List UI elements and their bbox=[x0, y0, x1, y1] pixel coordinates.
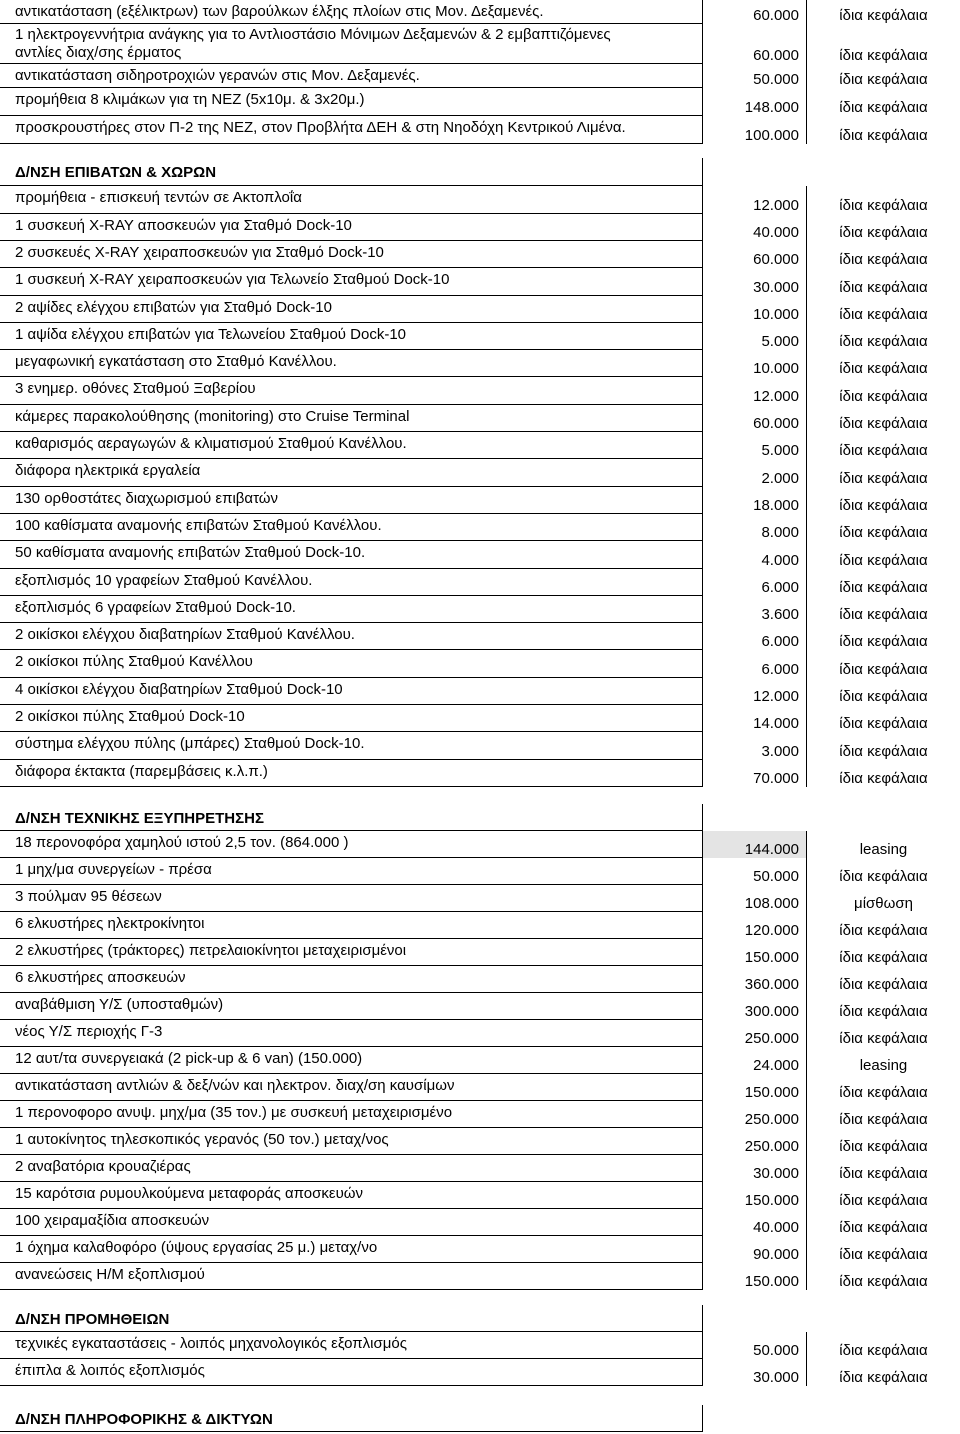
item-amount: 12.000 bbox=[703, 678, 807, 705]
item-description: 1 όχημα καλαθοφόρο (ύψους εργασίας 25 μ.) μεταχ/νο bbox=[0, 1236, 703, 1263]
table-row bbox=[0, 268, 960, 296]
table-row bbox=[0, 760, 960, 787]
item-amount: 2.000 bbox=[703, 459, 807, 487]
item-amount: 60.000 bbox=[703, 24, 807, 64]
item-description: 4 οικίσκοι ελέγχου διαβατηρίων Σταθμού Dock-10 bbox=[0, 678, 703, 705]
item-funding-type: ίδια κεφάλαια bbox=[839, 1342, 928, 1359]
item-funding-type: ίδια κεφάλαια bbox=[839, 633, 928, 650]
item-amount: 150.000 bbox=[703, 1182, 807, 1209]
item-description: 6 ελκυστήρες αποσκευών bbox=[0, 966, 703, 993]
item-amount: 30.000 bbox=[703, 1155, 807, 1182]
table-row bbox=[0, 1155, 960, 1182]
item-amount: 5.000 bbox=[703, 323, 807, 350]
table-row bbox=[0, 678, 960, 705]
section-header-row bbox=[0, 1305, 960, 1332]
item-description: κάμερες παρακολούθησης (monitoring) στο Cruise Terminal bbox=[0, 405, 703, 432]
section-header: Δ/ΝΣΗ ΠΡΟΜΗΘΕΙΩΝ bbox=[0, 1305, 703, 1332]
table-row bbox=[0, 596, 960, 623]
item-amount: 3.000 bbox=[703, 732, 807, 760]
item-description: 1 αψίδα ελέγχου επιβατών για Τελωνείου Σταθμού Dock-10 bbox=[0, 323, 703, 350]
item-description: 18 περονοφόρα χαμηλού ιστού 2,5 τον. (864.000 ) bbox=[0, 831, 703, 858]
item-funding-type: ίδια κεφάλαια bbox=[839, 579, 928, 596]
item-funding-type: ίδια κεφάλαια bbox=[839, 1192, 928, 1209]
table-row bbox=[0, 1074, 960, 1101]
table-row bbox=[0, 377, 960, 405]
item-funding-type: ίδια κεφάλαια bbox=[839, 388, 928, 405]
table-row bbox=[0, 885, 960, 912]
table-row bbox=[0, 514, 960, 541]
table-row bbox=[0, 432, 960, 459]
table-row bbox=[0, 116, 960, 144]
item-amount: 150.000 bbox=[703, 1263, 807, 1290]
section-header-row bbox=[0, 1405, 960, 1432]
item-description bbox=[0, 24, 703, 64]
item-funding-type: ίδια κεφάλαια bbox=[839, 1219, 928, 1236]
item-funding-type: leasing bbox=[859, 1057, 908, 1074]
table-row bbox=[0, 966, 960, 993]
item-funding-type: ίδια κεφάλαια bbox=[839, 1084, 928, 1101]
item-description: μεγαφωνική εγκατάσταση στο Σταθμό Κανέλλου. bbox=[0, 350, 703, 377]
item-description: έπιπλα & λοιπός εξοπλισμός bbox=[0, 1359, 703, 1386]
item-description: προμήθεια - επισκευή τεντών σε Ακτοπλοΐα bbox=[0, 186, 703, 214]
item-funding-type: ίδια κεφάλαια bbox=[839, 1165, 928, 1182]
item-description: 2 οικίσκοι ελέγχου διαβατηρίων Σταθμού Κανέλλου. bbox=[0, 623, 703, 650]
item-amount: 24.000 bbox=[703, 1047, 807, 1074]
item-funding-type: ίδια κεφάλαια bbox=[839, 7, 928, 24]
item-amount: 50.000 bbox=[703, 1332, 807, 1359]
item-amount: 50.000 bbox=[703, 64, 807, 88]
item-funding-type: ίδια κεφάλαια bbox=[839, 415, 928, 432]
item-description-line: 1 ηλεκτρογεννήτρια ανάγκης για το Αντλιοστάσιο Μόνιμων Δεξαμενών & 2 εμβαπτιζόμενες bbox=[15, 26, 611, 43]
item-description: καθαρισμός αεραγωγών & κλιματισμού Σταθμού Κανέλλου. bbox=[0, 432, 703, 459]
item-amount: 150.000 bbox=[703, 939, 807, 966]
section-header-row bbox=[0, 804, 960, 831]
item-amount: 120.000 bbox=[703, 912, 807, 939]
table-row bbox=[0, 1236, 960, 1263]
table-row bbox=[0, 241, 960, 268]
item-funding-type: ίδια κεφάλαια bbox=[839, 197, 928, 214]
item-amount: 12.000 bbox=[703, 186, 807, 214]
item-funding-type: ίδια κεφάλαια bbox=[839, 71, 928, 88]
table-row bbox=[0, 732, 960, 760]
item-description: 15 καρότσια ρυμουλκούμενα μεταφοράς αποσκευών bbox=[0, 1182, 703, 1209]
item-amount: 150.000 bbox=[703, 1074, 807, 1101]
item-funding-type: ίδια κεφάλαια bbox=[839, 306, 928, 323]
item-funding-type: ίδια κεφάλαια bbox=[839, 922, 928, 939]
item-funding-type: leasing bbox=[859, 841, 908, 858]
item-funding-type: ίδια κεφάλαια bbox=[839, 442, 928, 459]
item-funding-type: ίδια κεφάλαια bbox=[839, 1111, 928, 1128]
item-description-line: αντλίες διαχ/σης έρματος bbox=[15, 44, 182, 61]
item-amount: 60.000 bbox=[703, 405, 807, 432]
table-row bbox=[0, 459, 960, 487]
item-description: 2 ελκυστήρες (τράκτορες) πετρελαιοκίνητοι μεταχειρισμένοι bbox=[0, 939, 703, 966]
section-header: Δ/ΝΣΗ ΠΛΗΡΟΦΟΡΙΚΗΣ & ΔΙΚΤΥΩΝ bbox=[0, 1405, 703, 1432]
item-description: 1 αυτοκίνητος τηλεσκοπικός γερανός (50 τον.) μεταχ/νος bbox=[0, 1128, 703, 1155]
item-funding-type: ίδια κεφάλαια bbox=[839, 661, 928, 678]
item-description: 1 περονοφορο ανυψ. μηχ/μα (35 τον.) με συσκευή μεταχειρισμένο bbox=[0, 1101, 703, 1128]
item-funding-type: ίδια κεφάλαια bbox=[839, 47, 928, 64]
table-row bbox=[0, 24, 960, 64]
item-amount: 6.000 bbox=[703, 650, 807, 678]
table-row bbox=[0, 88, 960, 116]
item-funding-type: ίδια κεφάλαια bbox=[839, 1138, 928, 1155]
item-amount: 250.000 bbox=[703, 1101, 807, 1128]
table-row bbox=[0, 650, 960, 678]
table-row bbox=[0, 1101, 960, 1128]
item-amount: 360.000 bbox=[703, 966, 807, 993]
table-row bbox=[0, 541, 960, 569]
item-description: 100 χειραμαξίδια αποσκευών bbox=[0, 1209, 703, 1236]
item-description: 2 οικίσκοι πύλης Σταθμού Dock-10 bbox=[0, 705, 703, 732]
item-funding-type: ίδια κεφάλαια bbox=[839, 497, 928, 514]
item-funding-type: ίδια κεφάλαια bbox=[839, 552, 928, 569]
table-row bbox=[0, 939, 960, 966]
item-description: 1 συσκευή X-RAY χειραποσκευών για Τελωνείο Σταθμού Dock-10 bbox=[0, 268, 703, 296]
item-funding-type: ίδια κεφάλαια bbox=[839, 279, 928, 296]
item-description: προσκρουστήρες στον Π-2 της ΝΕΖ, στον Προβλήτα ΔΕΗ & στη Νηοδόχη Κεντρικού Λιμένα. bbox=[0, 116, 703, 144]
item-description: αναβάθμιση Υ/Σ (υποσταθμών) bbox=[0, 993, 703, 1020]
item-funding-type: ίδια κεφάλαια bbox=[839, 224, 928, 241]
item-amount: 6.000 bbox=[703, 623, 807, 650]
table-row bbox=[0, 1128, 960, 1155]
item-description: 3 ενημερ. οθόνες Σταθμού Ξαβερίου bbox=[0, 377, 703, 405]
item-amount: 4.000 bbox=[703, 541, 807, 569]
item-amount: 40.000 bbox=[703, 214, 807, 241]
item-amount: 250.000 bbox=[703, 1020, 807, 1047]
item-description: εξοπλισμός 10 γραφείων Σταθμού Κανέλλου. bbox=[0, 569, 703, 596]
item-description: διάφορα ηλεκτρικά εργαλεία bbox=[0, 459, 703, 487]
table-row bbox=[0, 912, 960, 939]
table-row bbox=[0, 1182, 960, 1209]
table-row bbox=[0, 214, 960, 241]
section-header-row bbox=[0, 158, 960, 186]
item-amount: 90.000 bbox=[703, 1236, 807, 1263]
item-funding-type: ίδια κεφάλαια bbox=[839, 949, 928, 966]
item-description: αντικατάσταση (εξέλικτρων) των βαρούλκων έλξης πλοίων στις Μον. Δεξαμενές. bbox=[0, 0, 703, 24]
item-amount: 5.000 bbox=[703, 432, 807, 459]
item-amount: 30.000 bbox=[703, 1359, 807, 1386]
table-row bbox=[0, 64, 960, 88]
item-funding-type: ίδια κεφάλαια bbox=[839, 1030, 928, 1047]
item-description: νέος Υ/Σ περιοχής Γ-3 bbox=[0, 1020, 703, 1047]
table-row bbox=[0, 993, 960, 1020]
item-amount: 108.000 bbox=[703, 885, 807, 912]
item-funding-type: ίδια κεφάλαια bbox=[839, 251, 928, 268]
item-description: 2 οικίσκοι πύλης Σταθμού Κανέλλου bbox=[0, 650, 703, 678]
item-amount: 10.000 bbox=[703, 350, 807, 377]
table-row bbox=[0, 1359, 960, 1386]
table-row bbox=[0, 350, 960, 377]
table-row bbox=[0, 1047, 960, 1074]
item-description: 2 αναβατόρια κρουαζιέρας bbox=[0, 1155, 703, 1182]
section-header: Δ/ΝΣΗ ΕΠΙΒΑΤΩΝ & ΧΩΡΩΝ bbox=[0, 158, 703, 186]
table-row bbox=[0, 1209, 960, 1236]
item-funding-type: ίδια κεφάλαια bbox=[839, 770, 928, 787]
table-row bbox=[0, 296, 960, 323]
item-funding-type: ίδια κεφάλαια bbox=[839, 470, 928, 487]
item-funding-type: ίδια κεφάλαια bbox=[839, 606, 928, 623]
item-description: αντικατάσταση αντλιών & δεξ/νών και ηλεκτρον. διαχ/ση καυσίμων bbox=[0, 1074, 703, 1101]
item-funding-type: ίδια κεφάλαια bbox=[839, 99, 928, 116]
item-description: αντικατάσταση σιδηροτροχιών γερανών στις Μον. Δεξαμενές. bbox=[0, 64, 703, 88]
table-row bbox=[0, 1263, 960, 1290]
item-description: εξοπλισμός 6 γραφείων Σταθμού Dock-10. bbox=[0, 596, 703, 623]
table-row bbox=[0, 858, 960, 885]
item-funding-type: ίδια κεφάλαια bbox=[839, 1246, 928, 1263]
item-amount: 50.000 bbox=[703, 858, 807, 885]
item-funding-type: ίδια κεφάλαια bbox=[839, 360, 928, 377]
table-row bbox=[0, 1332, 960, 1359]
item-funding-type: ίδια κεφάλαια bbox=[839, 1369, 928, 1386]
table-row bbox=[0, 405, 960, 432]
item-amount: 6.000 bbox=[703, 569, 807, 596]
item-amount: 40.000 bbox=[703, 1209, 807, 1236]
table-row bbox=[0, 323, 960, 350]
item-description: 100 καθίσματα αναμονής επιβατών Σταθμού Κανέλλου. bbox=[0, 514, 703, 541]
item-amount: 144.000 bbox=[703, 831, 807, 858]
item-funding-type: ίδια κεφάλαια bbox=[839, 524, 928, 541]
item-amount: 60.000 bbox=[703, 0, 807, 24]
item-amount: 250.000 bbox=[703, 1128, 807, 1155]
table-row bbox=[0, 0, 960, 24]
item-amount: 70.000 bbox=[703, 760, 807, 787]
table-row bbox=[0, 831, 960, 858]
item-description: 12 αυτ/τα συνεργειακά (2 pick-up & 6 van) (150.000) bbox=[0, 1047, 703, 1074]
item-description: 130 ορθοστάτες διαχωρισμού επιβατών bbox=[0, 487, 703, 514]
item-amount: 300.000 bbox=[703, 993, 807, 1020]
item-funding-type: ίδια κεφάλαια bbox=[839, 743, 928, 760]
item-description: 2 συσκευές X-RAY χειραποσκευών για Σταθμό Dock-10 bbox=[0, 241, 703, 268]
table-row bbox=[0, 487, 960, 514]
item-amount: 8.000 bbox=[703, 514, 807, 541]
item-description: διάφορα έκτακτα (παρεμβάσεις κ.λ.π.) bbox=[0, 760, 703, 787]
item-description: σύστημα ελέγχου πύλης (μπάρες) Σταθμού Dock-10. bbox=[0, 732, 703, 760]
item-amount: 60.000 bbox=[703, 241, 807, 268]
item-description: 3 πούλμαν 95 θέσεων bbox=[0, 885, 703, 912]
item-funding-type: ίδια κεφάλαια bbox=[839, 127, 928, 144]
item-description: 2 αψίδες ελέγχου επιβατών για Σταθμό Dock-10 bbox=[0, 296, 703, 323]
item-description: 6 ελκυστήρες ηλεκτροκίνητοι bbox=[0, 912, 703, 939]
item-description: τεχνικές εγκαταστάσεις - λοιπός μηχανολογικός εξοπλισμός bbox=[0, 1332, 703, 1359]
item-funding-type: ίδια κεφάλαια bbox=[839, 333, 928, 350]
item-description: ανανεώσεις Η/Μ εξοπλισμού bbox=[0, 1263, 703, 1290]
item-funding-type: ίδια κεφάλαια bbox=[839, 715, 928, 732]
item-funding-type: ίδια κεφάλαια bbox=[839, 976, 928, 993]
item-amount: 12.000 bbox=[703, 377, 807, 405]
item-funding-type: μίσθωση bbox=[854, 895, 913, 912]
item-description: προμήθεια 8 κλιμάκων για τη ΝΕΖ (5x10μ. & 3x20μ.) bbox=[0, 88, 703, 116]
item-funding-type: ίδια κεφάλαια bbox=[839, 1003, 928, 1020]
item-amount: 30.000 bbox=[703, 268, 807, 296]
item-description: 1 μηχ/μα συνεργείων - πρέσα bbox=[0, 858, 703, 885]
item-funding-type: ίδια κεφάλαια bbox=[839, 1273, 928, 1290]
item-amount: 18.000 bbox=[703, 487, 807, 514]
item-amount: 100.000 bbox=[703, 116, 807, 144]
table-row bbox=[0, 569, 960, 596]
table-row bbox=[0, 705, 960, 732]
table-row bbox=[0, 1020, 960, 1047]
item-amount: 3.600 bbox=[703, 596, 807, 623]
item-description: 1 συσκευή X-RAY αποσκευών για Σταθμό Dock-10 bbox=[0, 214, 703, 241]
item-funding-type: ίδια κεφάλαια bbox=[839, 868, 928, 885]
item-amount: 14.000 bbox=[703, 705, 807, 732]
table-row bbox=[0, 623, 960, 650]
item-amount: 10.000 bbox=[703, 296, 807, 323]
item-description: 50 καθίσματα αναμονής επιβατών Σταθμού Dock-10. bbox=[0, 541, 703, 569]
item-amount: 148.000 bbox=[703, 88, 807, 116]
section-header: Δ/ΝΣΗ ΤΕΧΝΙΚΗΣ ΕΞΥΠΗΡΕΤΗΣΗΣ bbox=[0, 804, 703, 831]
item-funding-type: ίδια κεφάλαια bbox=[839, 688, 928, 705]
table-row bbox=[0, 186, 960, 214]
